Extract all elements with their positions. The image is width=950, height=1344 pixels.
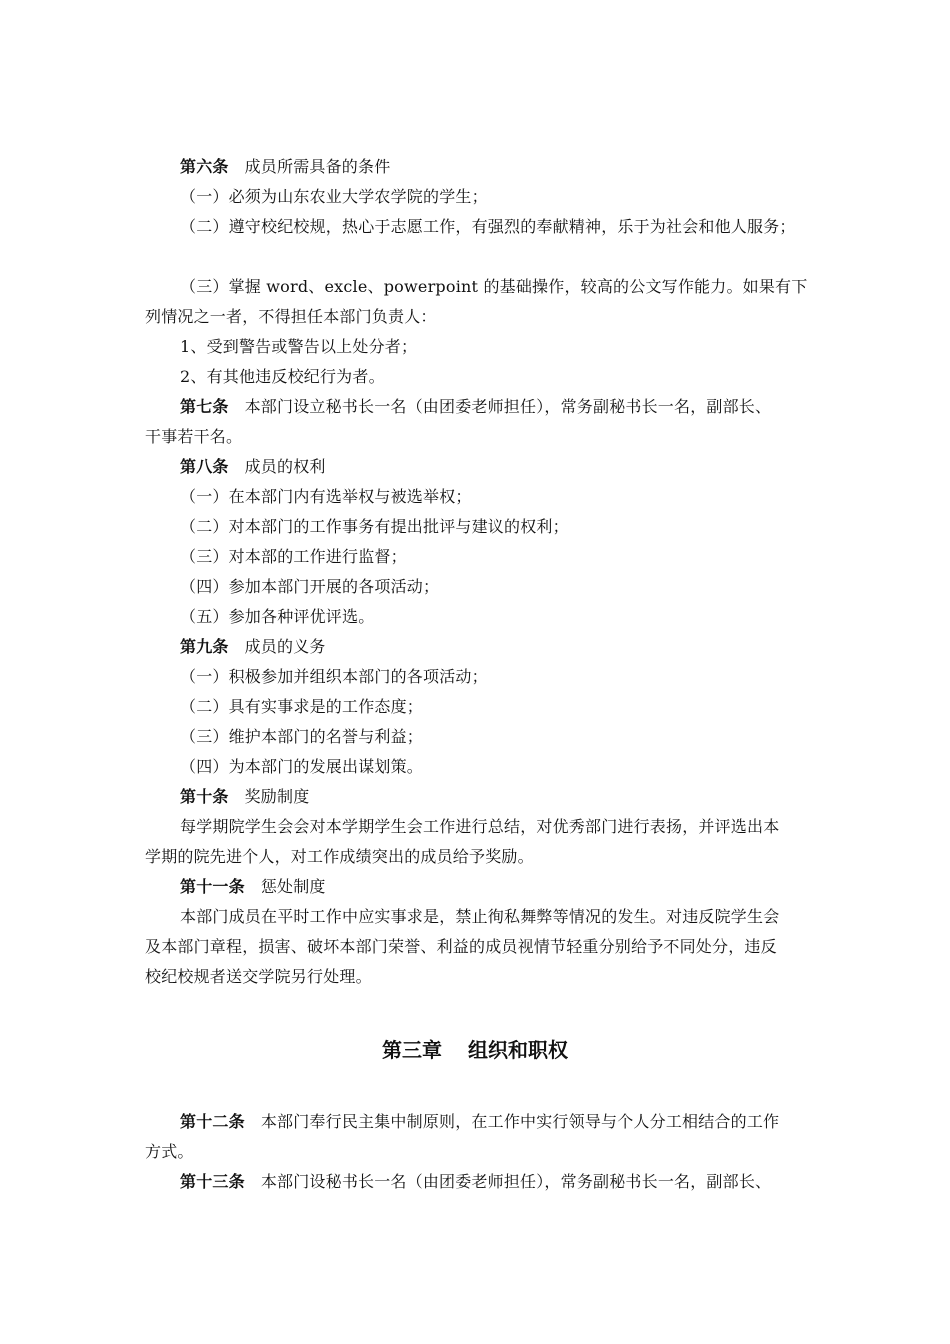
- article-label: 第十三条: [180, 1172, 245, 1191]
- paragraph: 本部门成员在平时工作中应实事求是，禁止徇私舞弊等情况的发生。对违反院学生会: [180, 907, 780, 926]
- chapter-title: 组织和职权: [468, 1038, 568, 1062]
- article-title: 成员的义务: [244, 637, 326, 656]
- article-text: 本部门设立秘书长一名（由团委老师担任），常务副秘书长一名，副部长、: [244, 397, 772, 416]
- list-item: （三）对本部的工作进行监督；: [180, 547, 407, 566]
- chapter-number: 第三章: [382, 1038, 442, 1062]
- list-item: （四）参加本部门开展的各项活动；: [180, 577, 440, 596]
- paragraph-continuation: 方式。: [145, 1142, 194, 1161]
- article-13-heading: [180, 1171, 771, 1193]
- list-item: （四）为本部门的发展出谋划策。: [180, 757, 424, 776]
- article-9-heading: [180, 636, 326, 658]
- list-item: 1、受到警告或警告以上处分者；: [180, 337, 418, 356]
- paragraph-continuation: 校纪校规者送交学院另行处理。: [145, 967, 372, 986]
- article-label: 第十条: [180, 787, 229, 806]
- article-label: 第十二条: [180, 1112, 245, 1131]
- paragraph-continuation: 干事若干名。: [145, 427, 243, 446]
- article-10-heading: [180, 786, 309, 808]
- paragraph: 每学期院学生会会对本学期学生会工作进行总结，对优秀部门进行表扬，并评选出本: [180, 817, 780, 836]
- article-title: 成员所需具备的条件: [244, 157, 391, 176]
- article-6-heading: [180, 156, 390, 178]
- paragraph-continuation: 学期的院先进个人，对工作成绩突出的成员给予奖励。: [145, 847, 534, 866]
- list-item: （二）具有实事求是的工作态度；: [180, 697, 424, 716]
- list-item: （五）参加各种评优评选。: [180, 607, 375, 626]
- list-item: （一）必须为山东农业大学农学院的学生；: [180, 187, 488, 206]
- article-title: 奖励制度: [244, 787, 310, 806]
- list-item: （一）在本部门内有选举权与被选举权；: [180, 487, 472, 506]
- list-item: （二）遵守校纪校规，热心于志愿工作，有强烈的奉献精神，乐于为社会和他人服务；: [180, 217, 796, 236]
- article-text: 本部门设秘书长一名（由团委老师担任），常务副秘书长一名，副部长、: [260, 1172, 772, 1191]
- article-7-heading: [180, 396, 771, 418]
- list-item: （三）维护本部门的名誉与利益；: [180, 727, 424, 746]
- list-item: （三）掌握 word、excle、powerpoint 的基础操作，较高的公文写作能力。如果有下: [180, 277, 808, 296]
- article-title: 成员的权利: [244, 457, 326, 476]
- list-item-continuation: 列情况之一者，不得担任本部门负责人：: [145, 307, 437, 326]
- article-title: 惩处制度: [260, 877, 326, 896]
- article-12-heading: [180, 1111, 779, 1133]
- article-label: 第六条: [180, 157, 229, 176]
- chapter-heading: [0, 1036, 950, 1064]
- article-label: 第七条: [180, 397, 229, 416]
- list-item: （二）对本部门的工作事务有提出批评与建议的权利；: [180, 517, 569, 536]
- article-text: 本部门奉行民主集中制原则，在工作中实行领导与个人分工相结合的工作: [260, 1112, 780, 1131]
- article-label: 第十一条: [180, 877, 245, 896]
- paragraph-continuation: 及本部门章程，损害、破坏本部门荣誉、利益的成员视情节轻重分别给予不同处分，违反: [145, 937, 777, 956]
- list-item: 2、有其他违反校纪行为者。: [180, 367, 385, 386]
- article-label: 第八条: [180, 457, 229, 476]
- list-item: （一）积极参加并组织本部门的各项活动；: [180, 667, 488, 686]
- article-label: 第九条: [180, 637, 229, 656]
- article-11-heading: [180, 876, 326, 898]
- article-8-heading: [180, 456, 326, 478]
